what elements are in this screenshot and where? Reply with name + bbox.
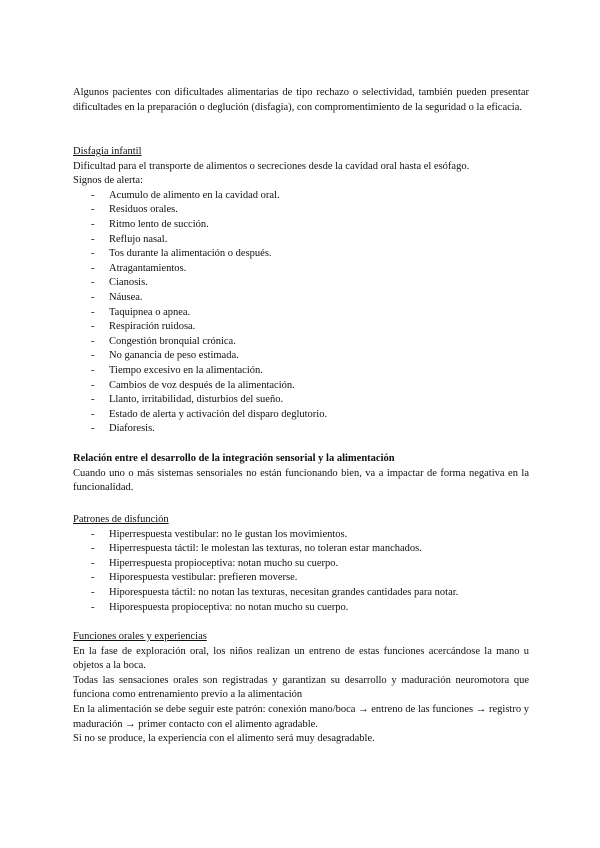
funciones-section xyxy=(73,630,529,747)
funciones-paragraph-2: Todas las sensaciones orales son registradas y garantizan su desarrollo y maduración neuromotora que funciona como entrenamiento previo a la alimentación xyxy=(73,674,529,701)
list-item: - Tiempo excesivo en la alimentación. xyxy=(73,364,529,379)
relacion-text: Cuando uno o más sistemas sensoriales no están funcionando bien, va a impactar de forma negativa en la funcionalidad. xyxy=(73,467,529,494)
funciones-heading: Funciones orales y experiencias xyxy=(73,631,207,642)
list-item: - Hiperrespuesta táctil: le molestan las texturas, no toleran estar manchados. xyxy=(73,542,529,557)
list-item: - Congestión bronquial crónica. xyxy=(73,335,529,350)
intro-paragraph: Algunos pacientes con dificultades alimentarias de tipo rechazo o selectividad, también pueden presentar dificultades en la preparación o deglución (disfagia), con compromentimiento de la seguridad o la eficacia. xyxy=(73,87,529,113)
disfagia-section xyxy=(73,145,529,437)
list-item: - Diaforesis. xyxy=(73,422,529,437)
patrones-list xyxy=(73,528,529,616)
signs-label: Signos de alerta: xyxy=(73,175,143,187)
relacion-section xyxy=(73,452,529,496)
list-item: - Cambios de voz después de la alimentación. xyxy=(73,379,529,394)
list-item: - Ritmo lento de succión. xyxy=(73,218,529,233)
funciones-paragraph-4: Si no se produce, la experiencia con el alimento será muy desagradable. xyxy=(73,733,375,745)
list-item: - Hiperrespuesta propioceptiva: notan mucho su cuerpo. xyxy=(73,557,529,572)
signs-list xyxy=(73,189,529,437)
list-item: - Acumulo de alimento en la cavidad oral. xyxy=(73,189,529,204)
funciones-paragraph-1: En la fase de exploración oral, los niños realizan un entreno de estas funciones acercándose la mano u objetos a la boca. xyxy=(73,645,529,672)
relacion-heading: Relación entre el desarrollo de la integración sensorial y la alimentación xyxy=(73,453,395,464)
list-item: - Residuos orales. xyxy=(73,203,529,218)
funciones-paragraph-3: En la alimentación se debe seguir este patrón: conexión mano/boca → entreno de las funciones → registro y maduración → primer contacto con el alimento agradable. xyxy=(73,703,529,730)
patrones-section xyxy=(73,513,529,615)
list-item: - Atragantamientos. xyxy=(73,262,529,277)
list-item: - Hiporespuesta vestibular: prefieren moverse. xyxy=(73,571,529,586)
list-item: - Náusea. xyxy=(73,291,529,306)
list-item: - Taquipnea o apnea. xyxy=(73,306,529,321)
list-item: - Estado de alerta y activación del disparo deglutorio. xyxy=(73,408,529,423)
patrones-heading: Patrones de disfunción xyxy=(73,514,169,525)
list-item: - Respiración ruidosa. xyxy=(73,320,529,335)
list-item: - Cianosis. xyxy=(73,276,529,291)
list-item: - Reflujo nasal. xyxy=(73,233,529,248)
list-item: - No ganancia de peso estimada. xyxy=(73,349,529,364)
list-item: - Hiperrespuesta vestibular: no le gustan los movimientos. xyxy=(73,528,529,543)
disfagia-definition: Dificultad para el transporte de alimentos o secreciones desde la cavidad oral hasta el esófago. xyxy=(73,160,470,172)
list-item: - Llanto, irritabilidad, disturbios del sueño. xyxy=(73,393,529,408)
list-item: - Hiporespuesta propioceptiva: no notan mucho su cuerpo. xyxy=(73,601,529,616)
list-item: - Tos durante la alimentación o después. xyxy=(73,247,529,262)
disfagia-heading: Disfagia infantil xyxy=(73,146,142,157)
list-item: - Hiporespuesta táctil: no notan las texturas, necesitan grandes cantidades para notar. xyxy=(73,586,529,601)
